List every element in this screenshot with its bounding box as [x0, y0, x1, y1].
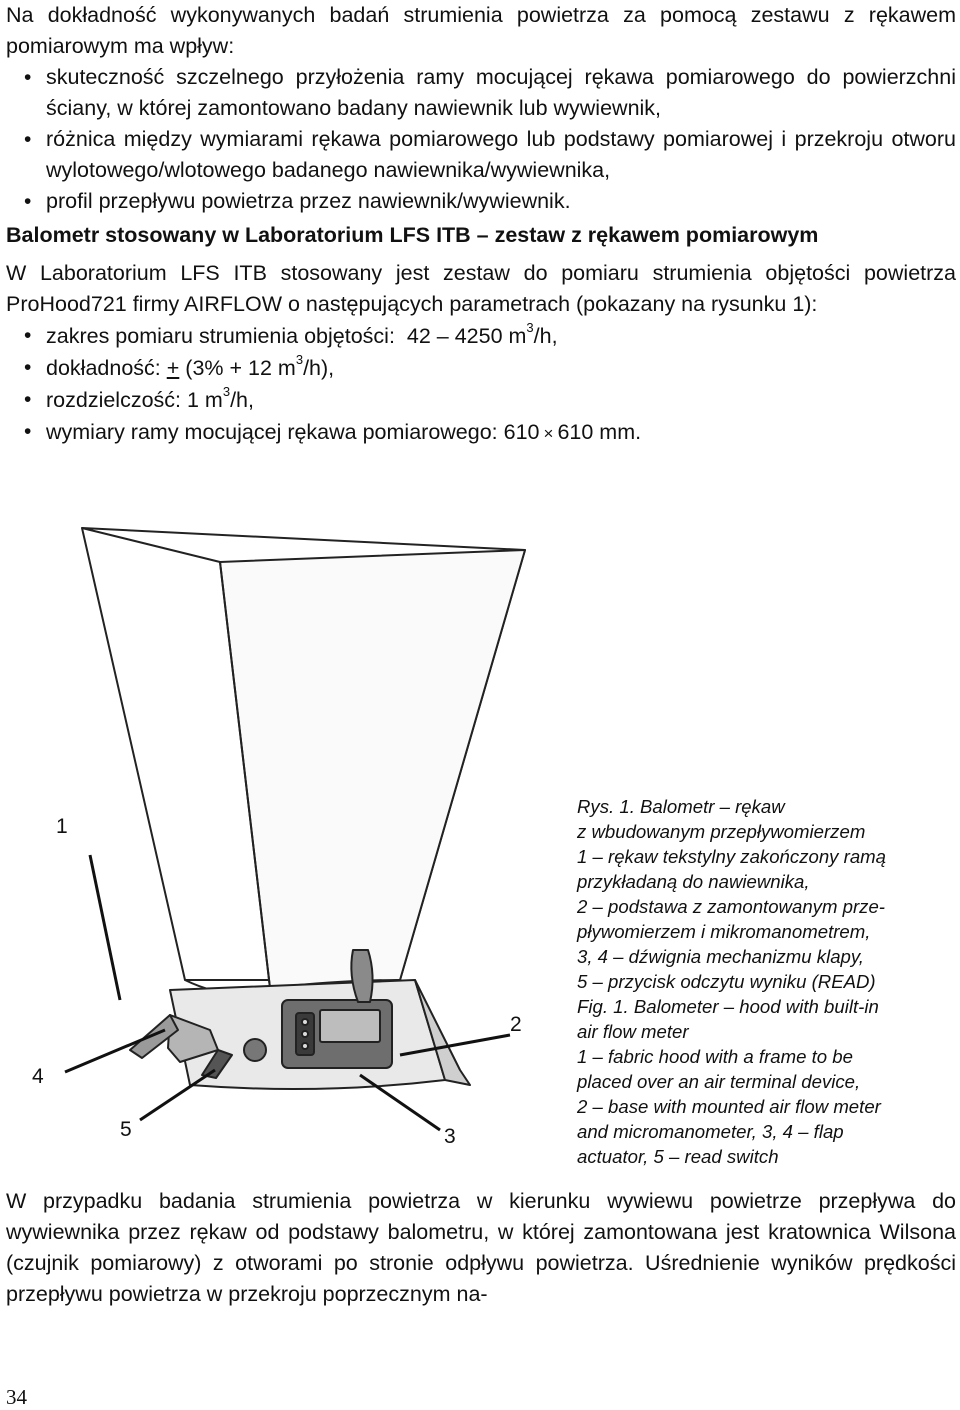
- param-resolution: [6, 384, 956, 416]
- caption-line: actuator, 5 – read switch: [577, 1146, 779, 1167]
- section-lead: W Laboratorium LFS ITB stosowany jest zestaw do pomiaru strumienia objętości powietrza ProHood721 firmy AIRFLOW o następujących parametrach (pokazany na rysunku 1):: [6, 261, 956, 316]
- caption-line: z wbudowanym przepływomierzem: [577, 821, 866, 842]
- caption-line: 1 – rękaw tekstylny zakończony ramą: [577, 846, 886, 867]
- unit-per-hour: /h),: [303, 356, 335, 380]
- balometer-figure: [20, 510, 560, 1170]
- param-resolution-label: rozdzielczość: 1 m: [46, 388, 223, 412]
- caption-line: air flow meter: [577, 1021, 689, 1042]
- intro-block: [6, 0, 956, 217]
- param-range-label: zakres pomiaru strumienia objętości:: [46, 324, 395, 348]
- caption-line: 2 – base with mounted air flow meter: [577, 1096, 881, 1117]
- caption-line: 1 – fabric hood with a frame to be: [577, 1046, 853, 1067]
- unit-per-hour: /h,: [533, 324, 558, 348]
- caption-line: 3, 4 – dźwignia mechanizmu klapy,: [577, 946, 864, 967]
- intro-bullet-list: [6, 62, 956, 217]
- meter-display: [320, 1010, 380, 1042]
- param-range: [6, 320, 956, 352]
- param-accuracy-value: (3% + 12 m: [185, 356, 296, 380]
- figure-caption: [577, 794, 957, 1169]
- times-sign: ×: [543, 424, 554, 443]
- section-body: [6, 258, 956, 450]
- caption-line: and micromanometer, 3, 4 – flap: [577, 1121, 844, 1142]
- param-dimensions: [6, 416, 956, 450]
- param-dimensions-value: 610 mm.: [557, 420, 642, 444]
- intro-bullet-2: • różnica między wymiarami rękawa pomiarowego lub podstawy pomiarowej i przekroju otworu wylotowego/wlotowego badanego nawiewnika/wywiewnika,: [6, 124, 956, 186]
- section-heading: Balometr stosowany w Laboratorium LFS ITB – zestaw z rękawem pomiarowym: [6, 223, 819, 247]
- intro-bullet-3: • profil przepływu powietrza przez nawiewnik/wywiewnik.: [6, 186, 956, 217]
- outro-block: [6, 1186, 956, 1310]
- flap-lever: [351, 950, 372, 1002]
- caption-line: pływomierzem i mikromanometrem,: [577, 921, 871, 942]
- caption-line: placed over an air terminal device,: [577, 1071, 861, 1092]
- callout-3: 3: [444, 1125, 456, 1148]
- param-dimensions-label: wymiary ramy mocującej rękawa pomiarowego: 610: [46, 420, 540, 444]
- param-accuracy: [6, 352, 956, 384]
- callout-2: 2: [510, 1013, 522, 1036]
- param-accuracy-label: dokładność:: [46, 356, 161, 380]
- caption-line: przykładaną do nawiewnika,: [577, 871, 810, 892]
- callout-1: 1: [56, 815, 68, 838]
- caption-line: Rys. 1. Balometr – rękaw: [577, 796, 785, 817]
- plus-minus-sign: +: [166, 356, 180, 380]
- unit-per-hour: /h,: [230, 388, 254, 412]
- outro-paragraph: W przypadku badania strumienia powietrza w kierunku wywiewu powietrze przepływa do wywiewnika przez rękaw od podstawy balometru, w której zamontowana jest kratownica Wilsona (czujnik pomiarowy) z otworami po stronie odpływu powietrza. Uśrednienie wyników prędkości przepływu powietrza w przekroju poprzecznym na-: [6, 1189, 956, 1306]
- parameter-list: [6, 320, 956, 450]
- caption-line: 2 – podstawa z zamontowanym prze-: [577, 896, 885, 917]
- caption-line: 5 – przycisk odczytu wyniku (READ): [577, 971, 876, 992]
- exponent: 3: [295, 351, 304, 367]
- caption-line: Fig. 1. Balometer – hood with built-in: [577, 996, 879, 1017]
- read-button: [244, 1039, 266, 1061]
- callout-4: 4: [32, 1065, 44, 1088]
- param-range-value: 42 – 4250 m: [406, 324, 527, 348]
- intro-bullet-1: • skuteczność szczelnego przyłożenia ramy mocującej rękawa pomiarowego do powierzchni ściany, w której zamontowano badany nawiewnik lub wywiewnik,: [6, 62, 956, 124]
- callout-5: 5: [120, 1118, 132, 1141]
- balometer-illustration: [20, 510, 560, 1170]
- intro-lead: Na dokładność wykonywanych badań strumienia powietrza za pomocą zestawu z rękawem pomiarowym ma wpływ:: [6, 3, 956, 58]
- leader-line-1: [90, 855, 120, 1000]
- exponent: 3: [526, 319, 534, 335]
- hood-front-face: [220, 550, 525, 988]
- leader-line-5: [140, 1070, 215, 1120]
- exponent: 3: [222, 383, 231, 399]
- page-number: 34: [6, 1385, 27, 1409]
